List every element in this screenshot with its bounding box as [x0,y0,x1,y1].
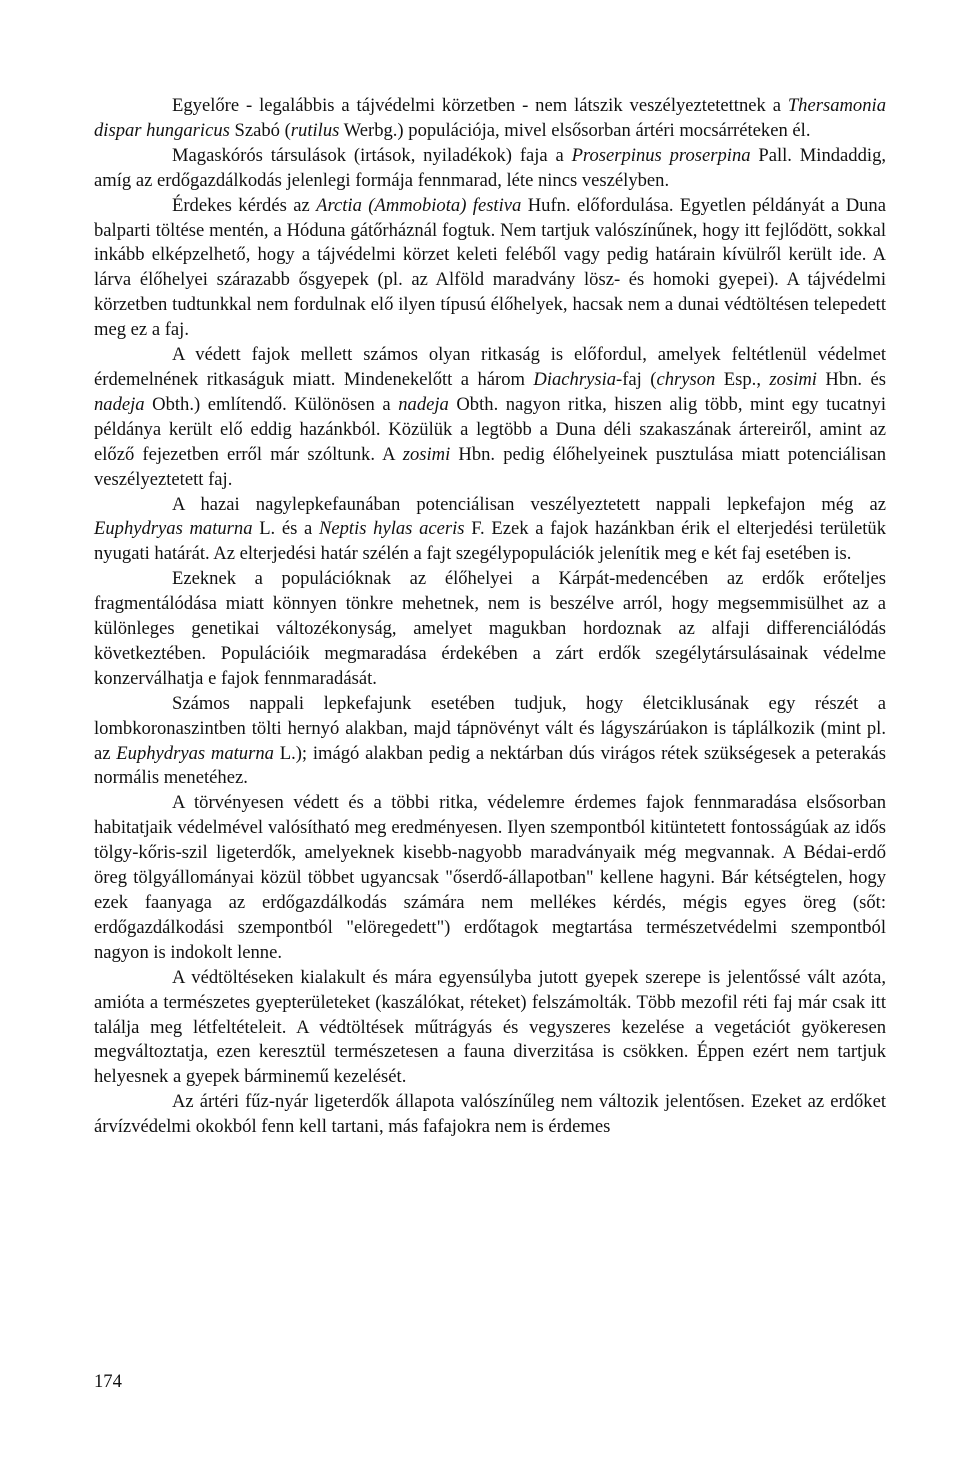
species-name: Neptis hylas aceris [318,518,465,540]
paragraph: A védtöltéseken kialakult és mára egyensúlyba jutott gyepek szerepe is jelentőssé vált azóta, amióta a természetes gyepterületeket (kaszálókat, réteket) felszámolták. Több mezofil réti faj már csak itt találja meg létfeltételeit. A védtöltések műtrágyás és vegyszeres kezelése a vegetációt gyökeresen megváltoztatja, ezen keresztül természetesen a fauna diverzitása is csökken. Éppen ezért nem tartjuk helyesnek a gyepek bárminemű kezelését. [94,966,886,1088]
page-number: 174 [94,1371,122,1392]
paragraph: Az ártéri fűz-nyár ligeterdők állapota valószínűleg nem változik jelentősen. Ezeket az erdőket árvízvédelmi okokból fenn kell tartani, más fafajokra nem is érdemes [94,1091,886,1138]
species-name: chryson [656,368,716,390]
species-name: Euphydryas maturna [94,518,253,540]
document-body [94,94,886,1140]
species-name: nadeja [398,393,449,415]
species-name: Proserpinus proserpina [571,144,751,166]
paragraph: Számos nappali lepkefajunk esetében tudjuk, hogy életciklusának egy részét a lombkoronaszintben tölti hernyó alakban, majd tápnövényt vált és lágyszárúakon is táplálkozik (mint pl. az Euphydryas maturna L.); imágó alakban pedig a nektárban dús virágos rétek szükségesek a peterakás normális menetéhez. [94,692,886,789]
paragraph: Magaskórós társulások (irtások, nyiladékok) faja a Proserpinus proserpina Pall. Mindaddig, amíg az erdőgazdálkodás jelenlegi formája fennmarad, léte nincs veszélyben. [94,144,887,191]
species-name: zosimi [402,443,451,465]
species-name: zosimi [769,368,817,390]
species-name: nadeja [94,393,145,415]
paragraph: Ezeknek a populációknak az élőhelyei a Kárpát-medencében az erdők erőteljes fragmentálódása miatt könnyen tönkre mehetnek, nem is beszélve arról, hogy megsemmisülhet az a különleges genetikai változékonyság, amelyet magukban hordoznak az alfaji differenciálódás következtében. Populációik megmaradása érdekében a zárt erdők szegélytársulásainak védelme konzerválhatja e fajok fennmaradását. [94,568,886,689]
paragraph: A védett fajok mellett számos olyan ritkaság is előfordul, amelyek feltétlenül védelmet érdemelnének ritkaságuk miatt. Mindenekelőtt a három Diachrysia-faj (chryson Esp., zosimi Hbn. és nadeja Obth.) említendő. Különösen a nadeja Obth. nagyon ritka, hiszen alig több, mint egy tucatnyi példánya került elő eddig hazánkból. Közülük a legtöbb a Duna déli szakaszának ártereiről, amint az előző fejezetben erről már szóltunk. A zosimi Hbn. pedig élőhelyeinek pusztulása miatt potenciálisan veszélyeztetett faj. [94,344,886,490]
paragraph: Egyelőre - legalábbis a tájvédelmi körzetben - nem látszik veszélyeztetettnek a Thersamonia dispar hungaricus Szabó (rutilus Werbg.) populációja, mivel elsősorban ártéri mocsárréteken él. [94,95,886,141]
species-name: Euphydryas maturna [116,742,274,764]
species-name: rutilus [290,119,340,141]
paragraph: Érdekes kérdés az Arctia (Ammobiota) festiva Hufn. előfordulása. Egyetlen példányát a Duna balparti töltése mentén, a Hóduna gátőrháznál fogtuk. Nem tartjuk valószínűnek, hogy itt fejlődött, sokkal inkább elképzelhető, hogy a tájvédelmi körzet keleti feléből vagy pedig határain kívülről került ide. A lárva élőhelyei szárazabb ősgyepek (pl. az Alföld maradvány lösz- és homoki gyepei). A tájvédelmi körzetben tudtunkkal nem fordulnak elő ilyen típusú élőhelyek, hacsak nem a dunai védtöltésen telepedett meg ez a faj. [94,194,886,341]
paragraph: A törvényesen védett és a többi ritka, védelemre érdemes fajok fennmaradása elsősorban habitatjaik védelmével valósítható meg eredményesen. Ilyen szempontból kitüntetett fontosságúak az idős tölgy-kőris-szil ligeterdők, amelyeknek kisebb-nagyobb maradványaik még megvannak. A Bédai-erdő öreg tölgyállományai közül többet ugyancsak "őserdő-állapotban" kellene hagyni. Bár kétségtelen, hogy ezek faanyaga az erdőgazdálkodás számára nem mellékes kérdés, mégis egyes öreg (sőt: erdőgazdálkodási szempontból "elöregedett") erdőtagok megtartása természetvédelmi szempontból nagyon is indokolt lenne. [94,792,886,963]
paragraph: A hazai nagylepkefaunában potenciálisan veszélyeztetett nappali lepkefajon még az Euphydryas maturna L. és a Neptis hylas aceris F. Ezek a fajok hazánkban érik el elterjedési területük nyugati határát. Az elterjedési határ szélén a fajt szegélypopulációk jelenítik meg e két faj esetében is. [94,493,886,565]
species-name: Diachrysia [533,368,617,390]
species-name: Thersamonia dispar hungaricus [94,95,886,141]
species-name: Arctia (Ammobiota) festiva [316,194,522,216]
